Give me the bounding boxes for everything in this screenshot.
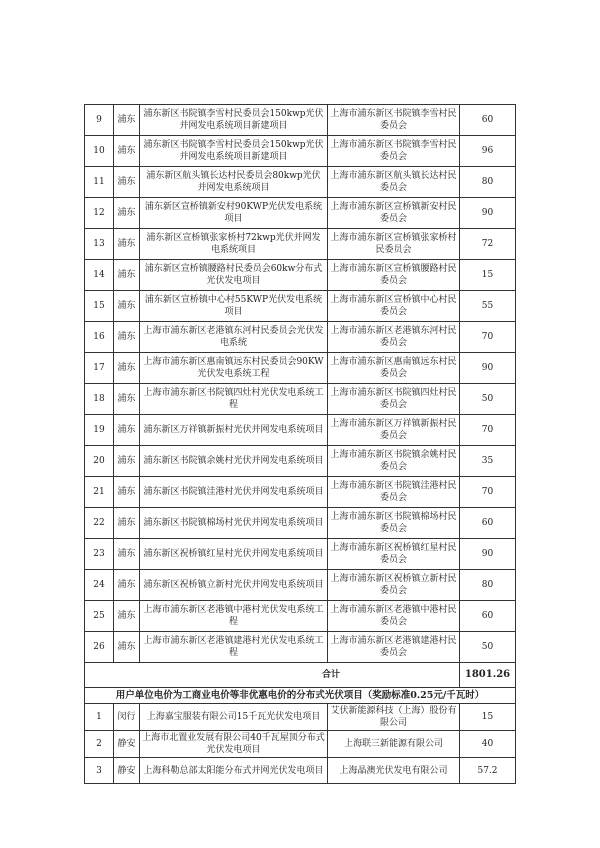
project-name-cell: 浦东新区宣桥镇张家桥村72kwp光伏并网发电系统项目 — [140, 229, 328, 260]
amount-cell: 72 — [460, 229, 516, 260]
amount-cell: 35 — [460, 446, 516, 477]
district-cell: 浦东 — [114, 601, 140, 632]
district-cell: 浦东 — [114, 229, 140, 260]
district-cell: 浦东 — [114, 105, 140, 136]
project-name-cell: 上海市浦东新区老港镇建港村光伏发电系统工程 — [140, 632, 328, 663]
district-cell: 浦东 — [114, 415, 140, 446]
unit-cell: 上海市浦东新区宣桥镇中心村民委员会 — [328, 291, 460, 322]
amount-cell: 57.2 — [460, 758, 516, 784]
amount-cell: 50 — [460, 384, 516, 415]
amount-cell: 60 — [460, 508, 516, 539]
amount-cell: 60 — [460, 105, 516, 136]
amount-cell: 15 — [460, 260, 516, 291]
row-number-cell: 20 — [85, 446, 114, 477]
district-cell: 静安 — [114, 731, 140, 758]
unit-cell: 上海市浦东新区老港镇中港村民委员会 — [328, 601, 460, 632]
project-table-body — [85, 105, 516, 784]
unit-cell: 上海市浦东新区航头镇长达村民委员会 — [328, 167, 460, 198]
district-cell: 浦东 — [114, 539, 140, 570]
unit-cell: 上海市浦东新区书院镇余姚村民委员会 — [328, 446, 460, 477]
amount-cell: 60 — [460, 601, 516, 632]
table-row — [85, 477, 516, 508]
amount-cell: 70 — [460, 322, 516, 353]
amount-cell: 96 — [460, 136, 516, 167]
table-row — [85, 384, 516, 415]
amount-cell: 80 — [460, 570, 516, 601]
unit-cell: 上海市浦东新区宣桥镇新安村民委员会 — [328, 198, 460, 229]
row-number-cell: 21 — [85, 477, 114, 508]
project-name-cell: 浦东新区书院镇余姚村光伏并网发电系统项目 — [140, 446, 328, 477]
project-table — [84, 104, 516, 784]
row-number-cell: 19 — [85, 415, 114, 446]
row-number-cell: 18 — [85, 384, 114, 415]
table-row — [85, 758, 516, 784]
project-name-cell: 上海嘉宝服装有限公司15千瓦光伏发电项目 — [140, 704, 328, 731]
unit-cell: 上海市浦东新区书院镇李雪村民委员会 — [328, 136, 460, 167]
project-name-cell: 上海市浦东新区老港镇东河村民委员会光伏发电系统 — [140, 322, 328, 353]
table-row — [85, 198, 516, 229]
row-number-cell: 23 — [85, 539, 114, 570]
row-number-cell: 16 — [85, 322, 114, 353]
unit-cell: 上海市浦东新区宣桥镇张家桥村民委员会 — [328, 229, 460, 260]
amount-cell: 70 — [460, 415, 516, 446]
project-name-cell: 浦东新区宣桥镇新安村90KWP光伏发电系统项目 — [140, 198, 328, 229]
row-number-cell: 17 — [85, 353, 114, 384]
unit-cell: 上海市浦东新区惠南镇远东村民委员会 — [328, 353, 460, 384]
district-cell: 浦东 — [114, 570, 140, 601]
project-name-cell: 浦东新区祝桥镇红星村光伏并网发电系统项目 — [140, 539, 328, 570]
row-number-cell: 12 — [85, 198, 114, 229]
table-row — [85, 570, 516, 601]
project-name-cell: 上海市浦东新区惠南镇远东村民委员会90KW光伏发电系统工程 — [140, 353, 328, 384]
row-number-cell: 24 — [85, 570, 114, 601]
amount-cell: 40 — [460, 731, 516, 758]
row-number-cell: 3 — [85, 758, 114, 784]
section-header-row — [85, 688, 516, 704]
table-row — [85, 322, 516, 353]
amount-cell: 55 — [460, 291, 516, 322]
row-number-cell: 22 — [85, 508, 114, 539]
project-name-cell: 浦东新区书院镇洼港村光伏并网发电系统项目 — [140, 477, 328, 508]
unit-cell: 上海市浦东新区万祥镇新振村民委员会 — [328, 415, 460, 446]
amount-cell: 70 — [460, 477, 516, 508]
project-name-cell: 浦东新区书院镇李雪村民委员会150kwp光伏并网发电系统项目新建项目 — [140, 136, 328, 167]
project-name-cell: 浦东新区宣桥镇中心村55KWP光伏发电系统项目 — [140, 291, 328, 322]
unit-cell: 上海市浦东新区书院镇洼港村民委员会 — [328, 477, 460, 508]
district-cell: 闵行 — [114, 704, 140, 731]
table-row — [85, 136, 516, 167]
table-row — [85, 731, 516, 758]
table-row — [85, 632, 516, 663]
row-number-cell: 26 — [85, 632, 114, 663]
project-name-cell: 上海市浦东新区书院镇四灶村光伏发电系统工程 — [140, 384, 328, 415]
district-cell: 浦东 — [114, 291, 140, 322]
table-row — [85, 260, 516, 291]
table-row — [85, 415, 516, 446]
table-row — [85, 601, 516, 632]
unit-cell: 艾伏新能源科技（上海）股份有限公司 — [328, 704, 460, 731]
district-cell: 浦东 — [114, 632, 140, 663]
table-row — [85, 508, 516, 539]
amount-cell: 15 — [460, 704, 516, 731]
district-cell: 浦东 — [114, 198, 140, 229]
unit-cell: 上海市浦东新区宣桥镇腰路村民委员会 — [328, 260, 460, 291]
row-number-cell: 25 — [85, 601, 114, 632]
table-row — [85, 353, 516, 384]
project-name-cell: 上海市浦东新区老港镇中港村光伏发电系统工程 — [140, 601, 328, 632]
district-cell: 浦东 — [114, 353, 140, 384]
row-number-cell: 11 — [85, 167, 114, 198]
district-cell: 静安 — [114, 758, 140, 784]
unit-cell: 上海市浦东新区祝桥镇红星村民委员会 — [328, 539, 460, 570]
project-name-cell: 浦东新区万祥镇新振村光伏并网发电系统项目 — [140, 415, 328, 446]
table-row — [85, 704, 516, 731]
unit-cell: 上海市浦东新区祝桥镇立新村民委员会 — [328, 570, 460, 601]
table-row — [85, 291, 516, 322]
row-number-cell: 1 — [85, 704, 114, 731]
unit-cell: 上海联三新能源有限公司 — [328, 731, 460, 758]
table-row — [85, 229, 516, 260]
project-name-cell: 浦东新区宣桥镇腰路村民委员会60kw分布式光伏发电项目 — [140, 260, 328, 291]
unit-cell: 上海市浦东新区书院镇棉场村民委员会 — [328, 508, 460, 539]
amount-cell: 90 — [460, 353, 516, 384]
project-name-cell: 浦东新区祝桥镇立新村光伏并网发电系统项目 — [140, 570, 328, 601]
total-row — [85, 663, 516, 688]
unit-cell: 上海市浦东新区书院镇李雪村民委员会 — [328, 105, 460, 136]
total-label: 合计 — [85, 663, 460, 688]
unit-cell: 上海晶澳光伏发电有限公司 — [328, 758, 460, 784]
project-name-cell: 浦东新区书院镇李雪村民委员会150kwp光伏并网发电系统项目新建项目 — [140, 105, 328, 136]
amount-cell: 90 — [460, 198, 516, 229]
amount-cell: 90 — [460, 539, 516, 570]
district-cell: 浦东 — [114, 477, 140, 508]
district-cell: 浦东 — [114, 167, 140, 198]
row-number-cell: 9 — [85, 105, 114, 136]
table-row — [85, 539, 516, 570]
amount-cell: 80 — [460, 167, 516, 198]
total-value: 1801.26 — [460, 663, 516, 688]
amount-cell: 50 — [460, 632, 516, 663]
project-name-cell: 上海科勒总部太阳能分布式并网光伏发电项目 — [140, 758, 328, 784]
section-title: 用户单位电价为工商业电价等非优惠电价的分布式光伏项目（奖励标准0.25元/千瓦时） — [85, 688, 516, 704]
table-row — [85, 167, 516, 198]
table-row — [85, 105, 516, 136]
district-cell: 浦东 — [114, 384, 140, 415]
row-number-cell: 2 — [85, 731, 114, 758]
project-name-cell: 浦东新区航头镇长达村民委员会80kwp光伏并网发电系统项目 — [140, 167, 328, 198]
row-number-cell: 15 — [85, 291, 114, 322]
district-cell: 浦东 — [114, 260, 140, 291]
district-cell: 浦东 — [114, 136, 140, 167]
unit-cell: 上海市浦东新区书院镇四灶村民委员会 — [328, 384, 460, 415]
row-number-cell: 13 — [85, 229, 114, 260]
row-number-cell: 14 — [85, 260, 114, 291]
unit-cell: 上海市浦东新区老港镇东河村民委员会 — [328, 322, 460, 353]
project-name-cell: 上海市北置业发展有限公司40千瓦屋顶分布式光伏发电项目 — [140, 731, 328, 758]
project-name-cell: 浦东新区书院镇棉场村光伏并网发电系统项目 — [140, 508, 328, 539]
district-cell: 浦东 — [114, 508, 140, 539]
row-number-cell: 10 — [85, 136, 114, 167]
table-row — [85, 446, 516, 477]
district-cell: 浦东 — [114, 322, 140, 353]
unit-cell: 上海市浦东新区老港镇建港村民委员会 — [328, 632, 460, 663]
district-cell: 浦东 — [114, 446, 140, 477]
